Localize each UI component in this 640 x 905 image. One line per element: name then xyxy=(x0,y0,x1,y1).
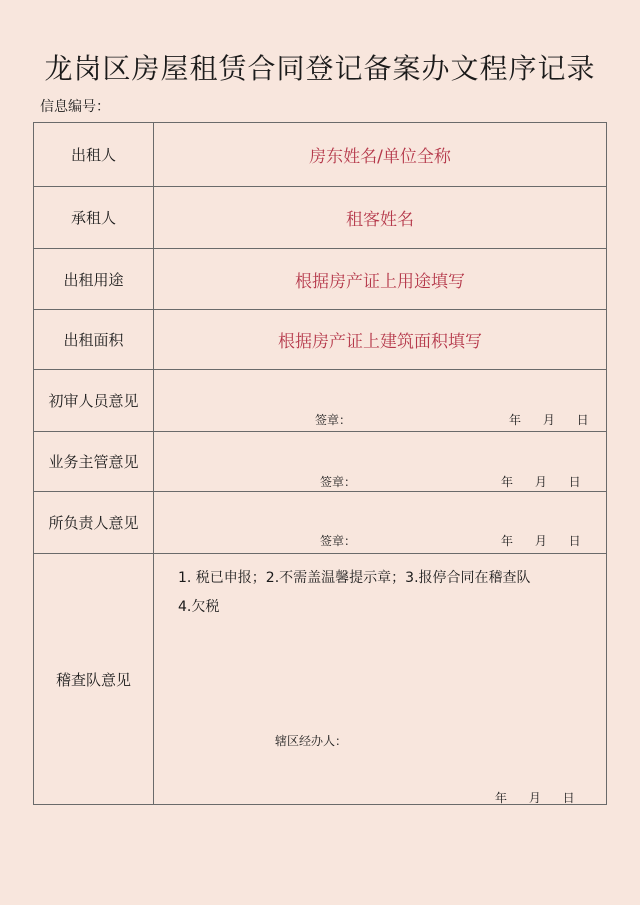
first-review-sign: 签章： xyxy=(315,413,352,427)
page-title: 龙岗区房屋租赁合同登记备案办文程序记录 xyxy=(44,52,596,85)
responsible-date: 年 月 日 xyxy=(501,534,581,548)
tenant-value[interactable]: 租客姓名 xyxy=(154,187,607,249)
inspection-handler: 辖区经办人： xyxy=(275,734,348,748)
responsible-cell[interactable] xyxy=(154,492,607,554)
tenant-label: 承租人 xyxy=(34,187,154,249)
area-value[interactable]: 根据房产证上建筑面积填写 xyxy=(154,310,607,370)
row-landlord xyxy=(34,123,607,187)
inspection-label: 稽查队意见 xyxy=(34,554,154,805)
supervisor-cell[interactable] xyxy=(154,432,607,492)
supervisor-label: 业务主管意见 xyxy=(34,432,154,492)
row-first-review xyxy=(34,370,607,432)
row-tenant xyxy=(34,187,607,249)
inspection-cell[interactable] xyxy=(154,554,607,805)
first-review-label: 初审人员意见 xyxy=(34,370,154,432)
responsible-label: 所负责人意见 xyxy=(34,492,154,554)
inspection-date: 年 月 日 xyxy=(495,791,575,805)
inspection-opinion-line2: 4.欠税 xyxy=(178,599,220,615)
row-inspection xyxy=(34,554,607,805)
supervisor-date: 年 月 日 xyxy=(501,475,581,489)
first-review-cell[interactable] xyxy=(154,370,607,432)
row-supervisor xyxy=(34,432,607,492)
usage-value[interactable]: 根据房产证上用途填写 xyxy=(154,249,607,310)
info-number-label: 信息编号： xyxy=(40,99,110,115)
supervisor-sign: 签章： xyxy=(320,475,357,489)
row-usage xyxy=(34,249,607,310)
registration-form-table xyxy=(33,122,607,805)
inspection-opinion xyxy=(178,564,602,622)
row-area xyxy=(34,310,607,370)
area-label: 出租面积 xyxy=(34,310,154,370)
first-review-date: 年 月 日 xyxy=(509,413,589,427)
responsible-sign: 签章： xyxy=(320,534,357,548)
usage-label: 出租用途 xyxy=(34,249,154,310)
row-responsible xyxy=(34,492,607,554)
landlord-label: 出租人 xyxy=(34,123,154,187)
inspection-opinion-line1: 1. 税已申报；2.不需盖温馨提示章；3.报停合同在稽查队 xyxy=(178,570,531,586)
landlord-value[interactable]: 房东姓名/单位全称 xyxy=(154,123,607,187)
